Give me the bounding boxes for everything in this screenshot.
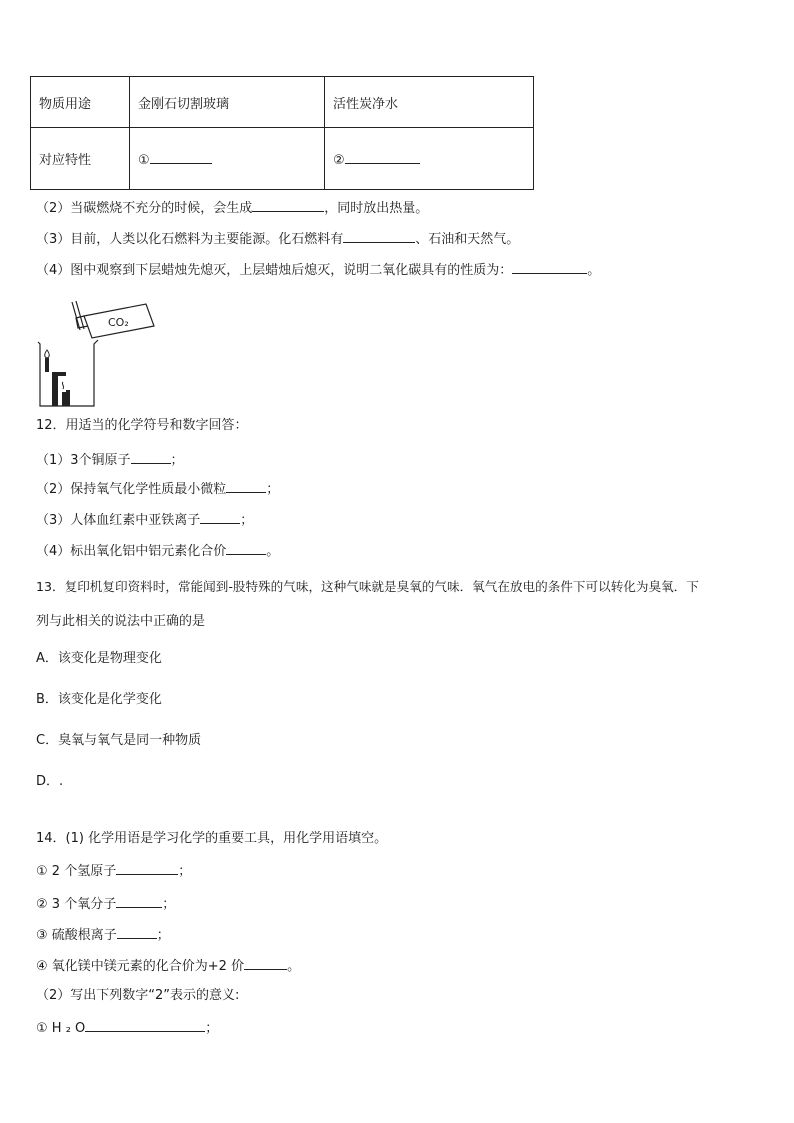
answer-blank[interactable] [252,197,324,212]
co2-label: CO₂ [108,316,129,329]
upper-candle-icon [45,350,50,372]
table-row [31,77,534,128]
question-13-option-c[interactable]: C．臭氧与氧气是同一种物质 [36,733,202,748]
question-11-part-2: （2）当碳燃烧不充分的时候，会生成 ，同时放出热量。 [36,197,428,219]
answer-blank[interactable] [131,449,171,464]
table-answer-cell [130,128,325,190]
table-row [31,128,534,190]
question-12-stem: 12．用适当的化学符号和数字回答： [36,418,248,433]
question-14-item-1: ① 2 个氢原子 ； [36,860,191,882]
table-cell: 金刚石切割玻璃 [130,77,325,128]
table-header-cell: 对应特性 [31,128,130,190]
question-11-part-4: （4）图中观察到下层蜡烛先熄灭，上层蜡烛后熄灭，说明二氧化碳具有的性质为： 。 [36,259,600,281]
question-14-part-2: （2）写出下列数字“2”表示的意义: [36,988,240,1003]
question-14-item-2: ② 3 个氧分子 ； [36,893,175,915]
circled-number: ① [138,153,150,168]
question-13-stem-line-1: 13．复印机复印资料时，常能闻到-股特殊的气味，这种气味就是臭氧的气味．氧气在放电的条件下可以转化为臭氧．下 [36,579,699,594]
question-14-item-3: ③ 硫酸根离子 ； [36,924,170,946]
question-12-item-1: （1）3个铜原子 ； [36,449,184,471]
answer-blank[interactable] [150,149,212,164]
question-14-stem: 14．(1) 化学用语是学习化学的重要工具，用化学用语填空。 [36,831,388,846]
answer-blank[interactable] [345,149,420,164]
circled-number: ② [333,153,345,168]
question-13-option-d[interactable]: D．. [36,774,64,789]
answer-blank[interactable] [512,259,587,274]
answer-blank[interactable] [226,540,266,555]
question-11-part-3: （3）目前，人类以化石燃料为主要能源。化石燃料有 、石油和天然气。 [36,228,519,250]
usage-property-table [30,76,534,190]
answer-blank[interactable] [244,955,287,970]
question-13-stem-line-2: 列与此相关的说法中正确的是 [36,614,206,629]
question-12-item-4: （4）标出氧化铝中铝元素化合价 。 [36,540,279,562]
question-14-part-2-item-1: ① H ₂ O ； [36,1017,218,1039]
step-stand [52,372,70,406]
question-14-item-4: ④ 氧化镁中镁元素的化合价为+2 价 。 [36,955,300,977]
answer-blank[interactable] [116,860,178,875]
question-13-option-b[interactable]: B．该变化是化学变化 [36,692,162,707]
answer-blank[interactable] [343,228,415,243]
lower-candle-icon [62,382,66,406]
answer-blank[interactable] [117,924,157,939]
co2-candle-beaker-diagram [36,296,166,411]
answer-blank[interactable] [116,893,162,908]
question-12-item-3: （3）人体血红素中亚铁离子 ； [36,509,253,531]
table-answer-cell [325,128,534,190]
answer-blank[interactable] [226,478,266,493]
table-header-cell: 物质用途 [31,77,130,128]
table-cell: 活性炭净水 [325,77,534,128]
answer-blank[interactable] [200,509,240,524]
question-13-option-a[interactable]: A．该变化是物理变化 [36,651,162,666]
answer-blank[interactable] [85,1017,205,1032]
question-12-item-2: （2）保持氧气化学性质最小微粒 ； [36,478,279,500]
